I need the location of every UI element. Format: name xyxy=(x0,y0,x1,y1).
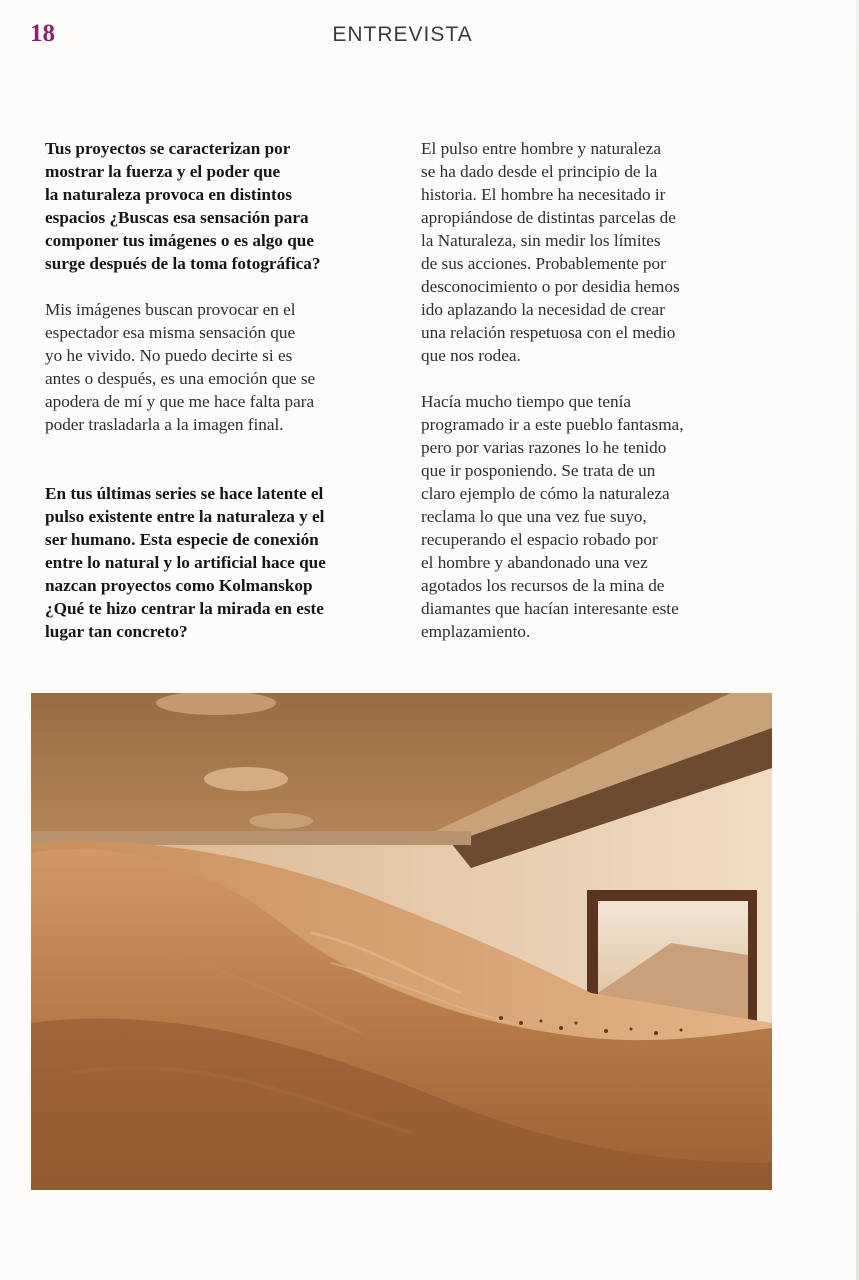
page-number: 18 xyxy=(30,20,55,47)
interview-answer-2-paragraph-2: Hacía mucho tiempo que tenía programado ir a este pueblo fantasma, pero por varias razones lo he tenido que ir posponiendo. Se trata de un claro ejemplo de cómo la naturaleza reclama lo que una vez fue suyo, recuperando el espacio robado por el hombre y abandonado una vez agotados los recursos de la mina de diamantes que hacían interesante este emplazamiento. xyxy=(421,392,684,641)
interview-question-1: Tus proyectos se caracterizan por mostrar la fuerza y el poder que la naturaleza provoca en distintos espacios ¿Buscas esa sensación para componer tus imágenes o es algo que surge después de la toma fotográfica? xyxy=(45,139,321,273)
interview-answer-1: Mis imágenes buscan provocar en el espectador esa misma sensación que yo he vivido. No puedo decirte si es antes o después, es una emoción que se apodera de mí y que me hace falta para poder trasladarla a la imagen final. xyxy=(45,300,316,434)
interview-question-2: En tus últimas series se hace latente el pulso existente entre la naturaleza y el ser humano. Esta especie de conexión entre lo natural y lo artificial hace que nazcan proyectos como Kolmanskop ¿Qué te hizo centrar la mirada en este lugar tan concreto? xyxy=(45,484,326,641)
ceiling-rosette xyxy=(249,813,313,829)
section-title: ENTREVISTA xyxy=(332,23,473,46)
kolmanskop-sand-room-photo xyxy=(31,693,772,1190)
ceiling-rosette xyxy=(204,767,288,791)
interview-answer-2-paragraph-1: El pulso entre hombre y naturaleza se ha dado desde el principio de la historia. El hombre ha necesitado ir apropiándose de distintas parcelas de la Naturaleza, sin medir los límites de sus acciones. Probablemente por desconocimiento o por desidia hemos ido aplazando la necesidad de crear una relación respetuosa con el medio que nos rodea. xyxy=(421,139,680,365)
right-column xyxy=(421,137,761,643)
left-column xyxy=(45,137,390,643)
